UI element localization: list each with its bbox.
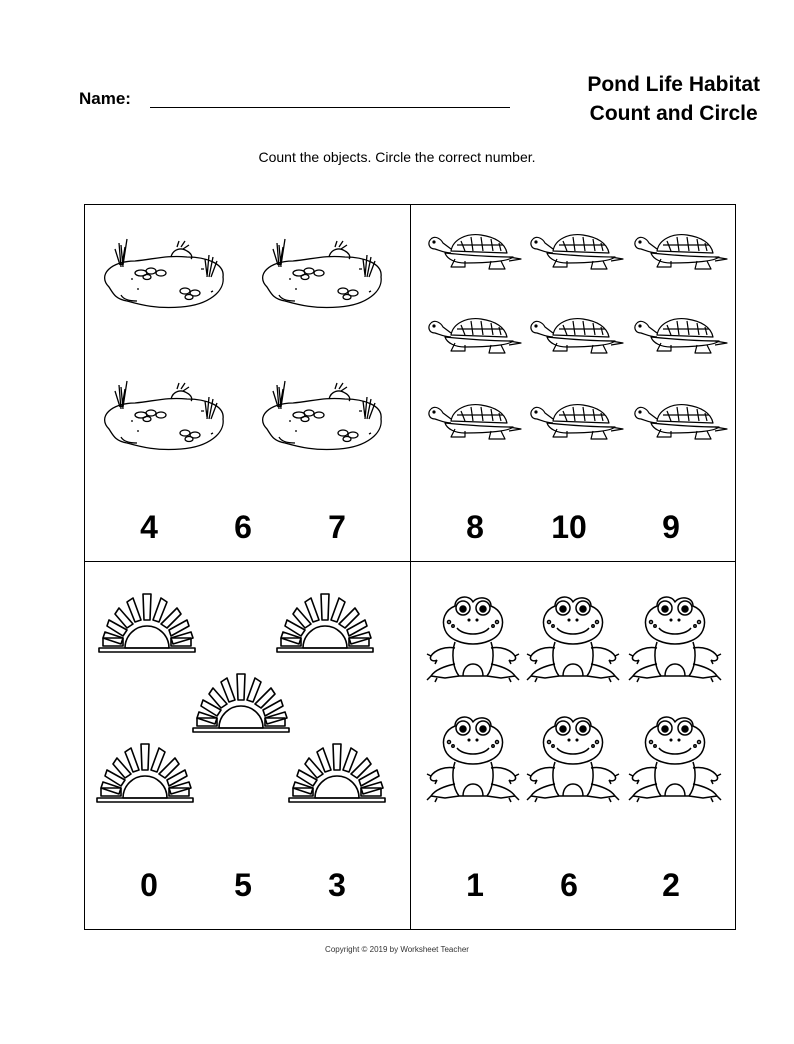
sunset-icon	[99, 592, 195, 654]
title-line-1: Pond Life Habitat	[587, 73, 760, 96]
sunset-icon	[97, 742, 193, 804]
choice-number[interactable]: 6	[560, 867, 578, 903]
pond-icon	[101, 235, 231, 315]
frog-icon	[525, 594, 621, 684]
turtle-icon	[425, 315, 521, 355]
choice-number[interactable]: 6	[234, 509, 252, 545]
turtle-icon	[527, 401, 623, 441]
quadrant-ponds	[85, 205, 410, 561]
sunset-icon	[277, 592, 373, 654]
choice-number[interactable]: 1	[466, 867, 484, 903]
frog-icon	[627, 714, 723, 804]
pond-icon	[259, 235, 389, 315]
instructions: Count the objects. Circle the correct number.	[258, 149, 536, 165]
choice-number[interactable]: 7	[328, 509, 346, 545]
choice-number[interactable]: 9	[662, 509, 680, 545]
quadrant-frogs	[411, 562, 735, 929]
worksheet-title	[587, 70, 760, 128]
frog-icon	[425, 594, 521, 684]
turtle-icon	[631, 231, 727, 271]
frog-icon	[627, 594, 723, 684]
turtle-icon	[425, 231, 521, 271]
quadrant-turtles	[411, 205, 735, 561]
turtle-icon	[631, 315, 727, 355]
quadrant-sunsets	[85, 562, 410, 929]
choice-number[interactable]: 2	[662, 867, 680, 903]
turtle-icon	[425, 401, 521, 441]
frog-icon	[525, 714, 621, 804]
choice-number[interactable]: 4	[140, 509, 158, 545]
choice-number[interactable]: 5	[234, 867, 252, 903]
sunset-icon	[193, 672, 289, 734]
choice-number[interactable]: 0	[140, 867, 158, 903]
turtle-icon	[527, 315, 623, 355]
turtle-icon	[527, 231, 623, 271]
choice-number[interactable]: 10	[551, 509, 587, 545]
pond-icon	[259, 377, 389, 457]
turtle-icon	[631, 401, 727, 441]
name-label: Name:	[79, 89, 131, 108]
title-line-2: Count and Circle	[589, 102, 758, 125]
choice-number[interactable]: 3	[328, 867, 346, 903]
name-line[interactable]	[150, 107, 510, 108]
choice-number[interactable]: 8	[466, 509, 484, 545]
sunset-icon	[289, 742, 385, 804]
pond-icon	[101, 377, 231, 457]
frog-icon	[425, 714, 521, 804]
copyright-footer: Copyright © 2019 by Worksheet Teacher	[325, 945, 469, 954]
